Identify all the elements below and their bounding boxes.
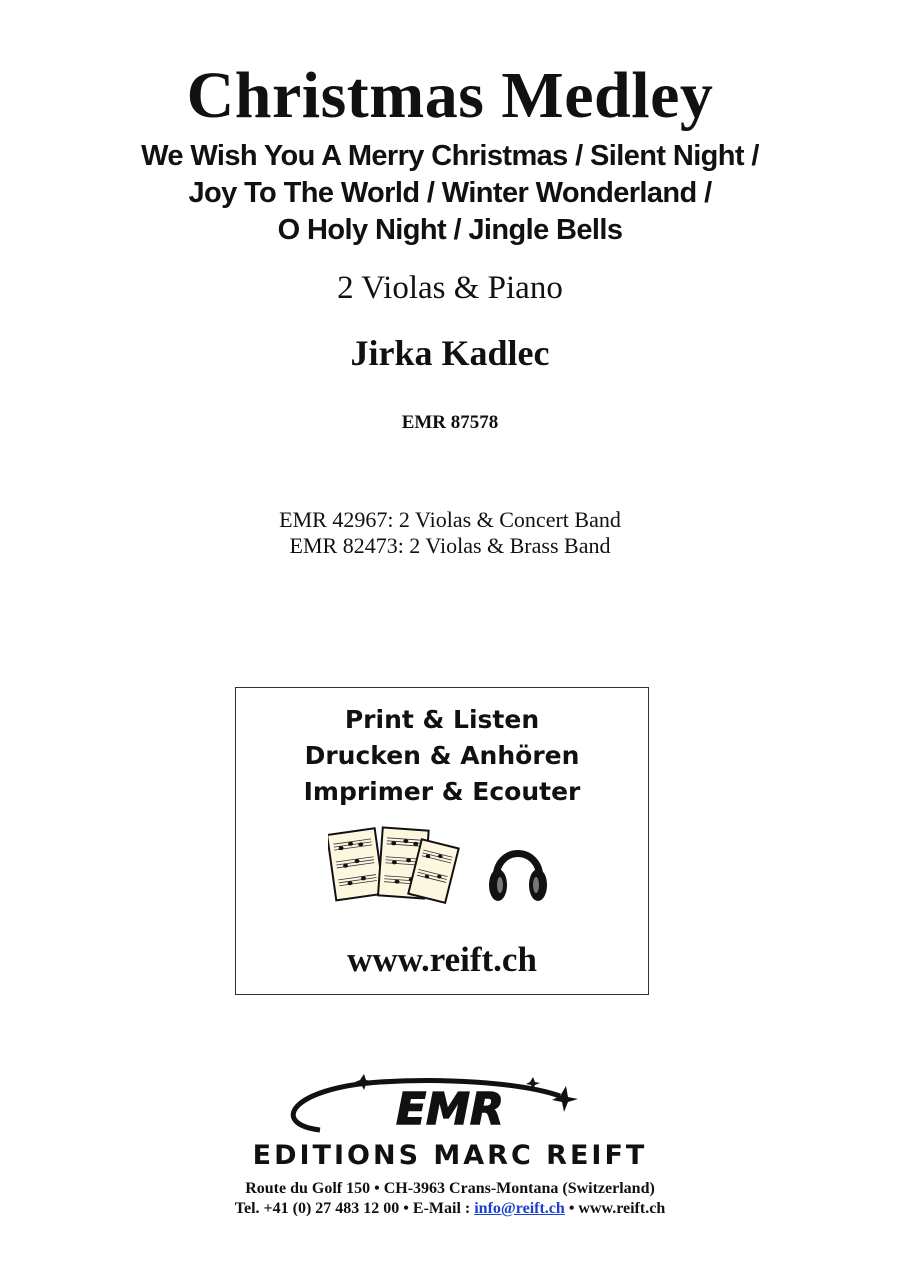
publisher-name: EDITIONS MARC REIFT: [252, 1140, 648, 1171]
emr-logo-text: EMR: [396, 1084, 504, 1135]
promo-line-german: Drucken & Anhören: [304, 741, 580, 770]
email-link[interactable]: info@reift.ch: [474, 1200, 565, 1217]
publisher-contact-line: [0, 1199, 900, 1219]
composer-name: Jirka Kadlec: [350, 333, 550, 373]
promo-icons: [328, 823, 568, 918]
promo-website[interactable]: www.reift.ch: [347, 940, 537, 979]
sheet-music-icon: [328, 827, 459, 902]
print-listen-box: [235, 687, 649, 995]
alternative-versions: [0, 507, 900, 559]
promo-icons-graphic: [328, 823, 568, 913]
publisher-contact: [0, 1179, 900, 1219]
headphones-icon: [489, 854, 547, 902]
subtitle-line: O Holy Night / Jingle Bells: [277, 214, 623, 246]
subtitle-line: Joy To The World / Winter Wonderland /: [188, 177, 712, 209]
contact-website-text: • www.reift.ch: [564, 1200, 666, 1217]
page-title: Christmas Medley: [186, 59, 714, 132]
promo-line-french: Imprimer & Ecouter: [303, 777, 581, 806]
catalog-number: EMR 87578: [401, 412, 499, 433]
emr-logo-graphic: [230, 1072, 670, 1142]
contact-phone-text: Tel. +41 (0) 27 483 12 00 • E-Mail :: [234, 1200, 475, 1217]
promo-line-english: Print & Listen: [344, 705, 540, 734]
promo-text: [236, 702, 648, 810]
instrumentation: 2 Violas & Piano: [337, 270, 563, 306]
alternative-version-item: EMR 82473: 2 Violas & Brass Band: [289, 533, 611, 558]
alternative-version-item: EMR 42967: 2 Violas & Concert Band: [279, 507, 621, 532]
medley-contents: [0, 138, 900, 249]
subtitle-line: We Wish You A Merry Christmas / Silent Night /: [141, 140, 759, 172]
emr-logo: [230, 1072, 670, 1147]
publisher-address: Route du Golf 150 • CH-3963 Crans-Montana (Switzerland): [245, 1180, 655, 1197]
